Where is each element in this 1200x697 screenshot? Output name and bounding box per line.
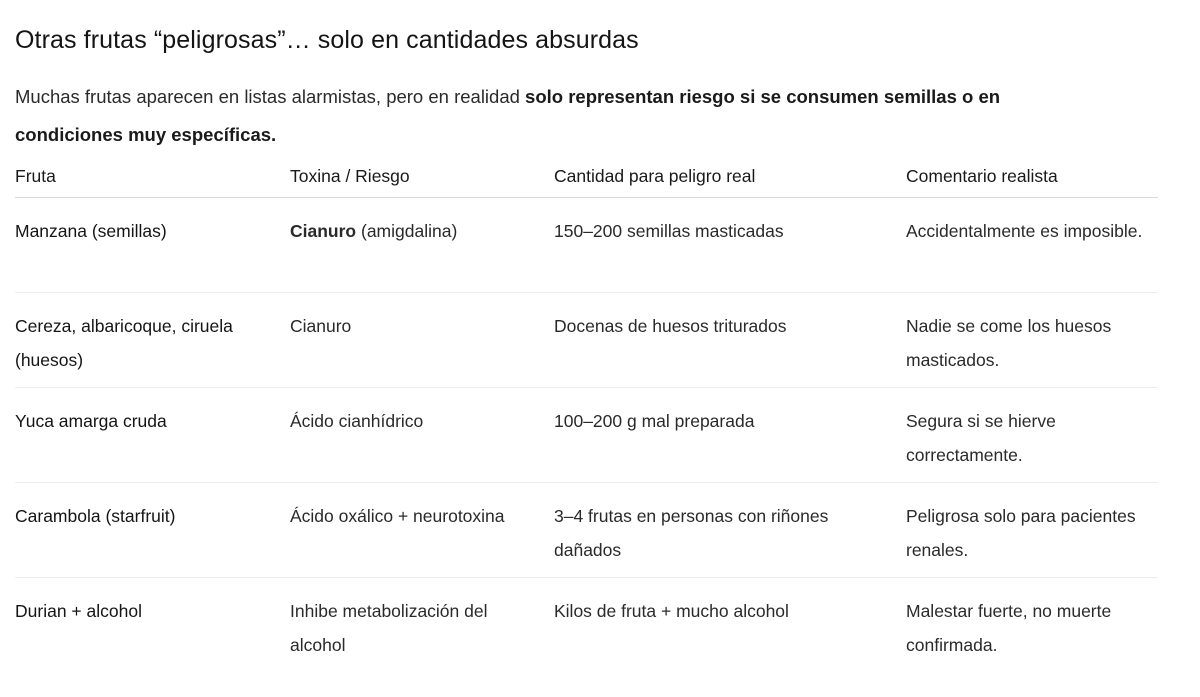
header-cantidad: Cantidad para peligro real [554, 155, 906, 198]
cell-toxina: Cianuro [290, 293, 554, 388]
cell-fruta: Yuca amarga cruda [15, 388, 290, 483]
table-header-row [15, 155, 1158, 198]
cell-cantidad: Kilos de fruta + mucho alcohol [554, 601, 789, 621]
header-comentario: Comentario realista [906, 155, 1158, 198]
cell-comentario: Malestar fuerte, no muerte confirmada. [906, 601, 1112, 655]
cell-toxina [290, 198, 554, 293]
header-toxina: Toxina / Riesgo [290, 155, 554, 198]
intro-paragraph [15, 78, 1015, 154]
intro-text: Muchas frutas aparecen en listas alarmistas, pero en realidad [15, 86, 526, 107]
dangerous-fruits-table [15, 155, 1158, 672]
intro-emphasis: solo representan riesgo si se consumen semillas o en condiciones muy específicas. [15, 86, 1001, 145]
toxin-detail: (amigdalina) [356, 221, 458, 241]
table-row [15, 198, 1158, 293]
cell-comentario: Peligrosa solo para pacientes renales. [906, 483, 1158, 578]
cell-fruta: Durian + alcohol [15, 601, 142, 621]
cell-fruta: Carambola (starfruit) [15, 483, 290, 578]
cell-toxina: Inhibe metabolización del alcohol [290, 601, 488, 655]
cell-toxina: Ácido oxálico + neurotoxina [290, 483, 554, 578]
table-row [15, 483, 1158, 578]
header-fruta: Fruta [15, 155, 290, 198]
cell-fruta: Cereza, albaricoque, ciruela (huesos) [15, 293, 290, 388]
cell-comentario: Segura si se hierve correctamente. [906, 388, 1158, 483]
table-row [15, 388, 1158, 483]
cell-comentario: Accidentalmente es imposible. [906, 198, 1158, 293]
cell-cantidad: 150–200 semillas masticadas [554, 198, 906, 293]
cell-cantidad: 3–4 frutas en personas con riñones dañados [554, 483, 906, 578]
table-row [15, 578, 1158, 673]
table-row [15, 293, 1158, 388]
section-title: Otras frutas “peligrosas”… solo en cantidades absurdas [15, 26, 639, 54]
cell-cantidad: 100–200 g mal preparada [554, 388, 906, 483]
cell-toxina: Ácido cianhídrico [290, 388, 554, 483]
cell-fruta: Manzana (semillas) [15, 198, 290, 293]
cell-comentario: Nadie se come los huesos masticados. [906, 293, 1158, 388]
toxin-emphasis: Cianuro [290, 221, 357, 241]
cell-cantidad: Docenas de huesos triturados [554, 293, 906, 388]
